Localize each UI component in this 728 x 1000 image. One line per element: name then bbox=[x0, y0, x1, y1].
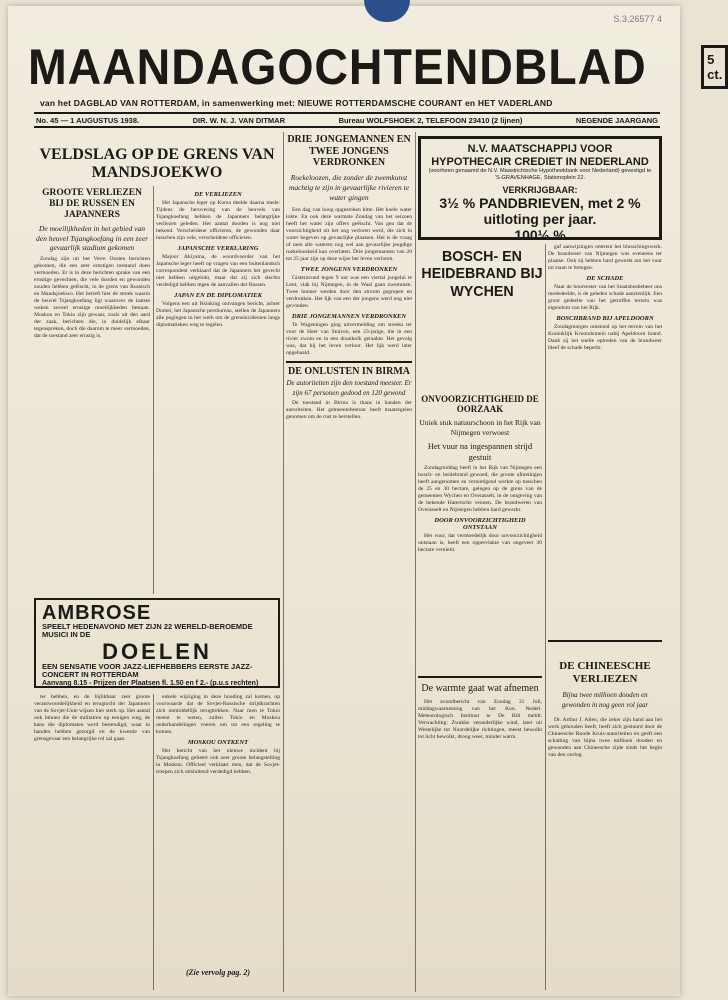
archive-stamp: S.3.26577 4 bbox=[613, 14, 662, 24]
lead-subheadline: GROOTE VERLIEZEN BIJ DE RUSSEN EN JAPANNERS bbox=[42, 188, 142, 220]
hypotheek-advertisement bbox=[418, 136, 662, 244]
lead-body-text: Zondag zijn uit het Verre Oosten berichten gekomen, die een zeer ernstigen toestand doen vermoeden. Er is in deze berichten sprake van een ernstige gevechten, die vele dooden en gewonden zouden hebben geëischt, in de grens van Russisch en Mandsjoekwo. Het betreft hier de streek waarin de heuvel Tsjangkoefang ligt waarover de laatste weken zoveel ernstige moeilijkheden bestaan. Moskou en Tokio zijn gewaar, zoals uit den aard der zaak, berichten die, in duidelijk elkaar tegenspreken, doch die daarom te meer vermoeden, dat de toestand zeer ernstig is. bbox=[34, 256, 150, 340]
onvoorzichtigheid-text: Het vuur, dat vermoedelijk door onvoorzichtigheid ontstaan is, heeft een oppervlakte van ongeveer 30 hectare vernield. bbox=[418, 533, 542, 554]
dateline bbox=[34, 112, 660, 128]
section-head-onvoorzichtigheid: DOOR ONVOORZICHTIGHEID ONTSTAAN bbox=[434, 517, 526, 532]
ad-ambrose-line3: Aanvang 8.15 - Prijzen der Plaatsen fl. 1.50 en f 2.- (p.u.s rechten) bbox=[42, 679, 259, 687]
bureau-address: Bureau WOLFSHOEK 2, TELEFOON 23410 (2 lijnen) bbox=[338, 115, 523, 125]
warmte-section bbox=[418, 676, 542, 966]
lower-left-column-2 bbox=[156, 694, 280, 966]
column-rule bbox=[415, 132, 416, 992]
verliezen-text: Het Japansche leger op Korea deelde daarna mede: Tijdens de herovering van de heuvels van Tsjangkoefang hebben de Japanners belangrijke verliezen geleden. Het aantal dooden is nog niet bekend. Verscheidene officieren, de gewonden daar tusschen zijn vele, verscheidene officieren. bbox=[156, 200, 280, 241]
chinese-headline: DE CHINEESCHE VERLIEZEN bbox=[559, 660, 651, 685]
ad-hypotheek-rate: 100½ % bbox=[514, 227, 566, 244]
warmte-headline: De warmte gaat wat afnemen bbox=[421, 683, 539, 694]
birma-text: De toestand in Birma is thans in handen der autoriteiten. Het gemeentebestuur heeft maatregelen genomen om de rust te herstellen. bbox=[286, 400, 412, 421]
drowning-headline: DRIE JONGEMANNEN EN TWEE JONGENS VERDRONKEN bbox=[287, 134, 411, 168]
masthead-subtitle: van het DAGBLAD VAN ROTTERDAM, in samenwerking met: NIEUWE ROTTERDAMSCHE COURANT en HET VADERLAND bbox=[40, 98, 553, 108]
section-head-diplomatiek: JAPAN EN DE DIPLOMATIEK bbox=[174, 292, 262, 299]
ad-ambrose-venue: DOELEN bbox=[102, 638, 212, 664]
column-rule bbox=[545, 244, 546, 990]
lead-headline: VELDSLAG OP DE GRENS VAN MANDSJOEKWO bbox=[39, 146, 275, 182]
ad-hypotheek-available: VERKRIJGBAAR: bbox=[502, 184, 578, 195]
drowning-text: Een dag van hoog opgestoken hitte. Het koele water lokte. En ook deze warmste Zondag van het seizoen heeft het water zijn offers geëischt. Van gen dat de voorzichtigheid uit het oog verloren werd, die zich in water begeven op gevaarlijke plaatsen. Het is de vraag of men alle wateren nog wel aan gevaarlijke jeugdige roekeloosheid kan overlaten. Drie jongemannen van 20 tot 25 jaar zijn op deze wijze het leven verloren. bbox=[286, 206, 412, 262]
chinese-section bbox=[548, 640, 662, 970]
issue-number: No. 45 — 1 AUGUSTUS 1938. bbox=[36, 115, 140, 125]
bosch-column bbox=[418, 394, 542, 684]
pushpin-icon bbox=[364, 0, 410, 22]
lead-deck: De moeilijkheden in het gebied van den heuvel Tsjangkoefang in een zeer gevaarlijk stadium gekomen bbox=[36, 223, 148, 253]
lead-column-1 bbox=[34, 188, 150, 594]
section-head-schade: DE SCHADE bbox=[586, 275, 624, 282]
birma-section bbox=[286, 361, 412, 421]
right-column bbox=[548, 244, 662, 664]
drowning-deck: Roekeloozen, die zonder de zwemkunst machtig te zijn in gevaarlijke rivieren te water gingen bbox=[288, 172, 410, 202]
director: DIR. W. N. J. VAN DITMAR bbox=[192, 115, 286, 125]
diplomatiek-text: Volgens een uit Hsinking ontvangen bericht, achter Domei, het Japansche persbureau, stellen de Japanners alle pogingen in het werk om de grensincidenten langs diplomatieken weg te regelen. bbox=[156, 301, 280, 328]
lower-left-text-1: ter hebben, en de bijlikbaar zeer groote verantwoordelijkheid en terugtocht der Japanners van de Sovjet-Unie wijzen hier sterk op. Het aantal ook binnen die de militairen op eenigen weg, de kans die diplomaten werd bestendigd, waar in handen hebben gezorgd en de kwestie van grensgevaar een belangrijke rol zal gaan. bbox=[34, 694, 150, 742]
ambrose-advertisement bbox=[34, 598, 280, 688]
bosch-subhead-1: ONVOORZICHTIGHEID DE OORZAAK bbox=[421, 394, 539, 415]
bosch-subhead-2: Uniek stuk natuurschoon in het Rijk van Nijmegen verwoest bbox=[419, 417, 541, 437]
column-rule bbox=[283, 132, 284, 992]
birma-deck: De autoriteiten zijn den toestand meester. Er zijn 67 personen gedood en 120 gewond bbox=[286, 379, 412, 397]
chinese-deck: Bijna twee millioen dooden en gewonden in nog geen vol jaar bbox=[561, 691, 649, 710]
lower-left-column-1 bbox=[34, 694, 150, 984]
price-badge: 5 ct. bbox=[701, 45, 728, 89]
newspaper-title: MAANDAGOCHTENDBLAD bbox=[28, 39, 647, 95]
section-head-twee-jongens: TWEE JONGENS VERDRONKEN bbox=[300, 265, 398, 273]
twee-jongens-text: Gisteravond tegen 9 uur was een viertal jongelui te Lent, vlak bij Nijmegen, in de Waal gaan zwemmen. Twee hunner werden door den stroom gegrepen en verdronken. Het lijk van een der jongens werd nog niet gevonden. bbox=[286, 274, 412, 309]
moskou-text: Het bericht van het nieuwe incident bij Tsjangkoefang gelieert ook zeer groote belangstelling in Moskou. Officieel verklaart men, dat de Sovjet-troepen zich uitsluitend verdedigd hebben. bbox=[156, 748, 280, 775]
section-head-boschbrand: BOSCHBRAND BIJ APELDOORN bbox=[556, 315, 654, 322]
ad-hypotheek-title: N.V. MAATSCHAPPIJ VOOR HYPOTHECAIR CREDIET IN NEDERLAND bbox=[431, 143, 649, 168]
section-head-verliezen: DE VERLIEZEN bbox=[194, 191, 242, 198]
masthead bbox=[28, 36, 723, 98]
lead-column-2 bbox=[156, 188, 280, 594]
section-head-japansche-verklaring: JAPANSCHE VERKLARING bbox=[177, 245, 259, 252]
column-rule bbox=[153, 186, 154, 594]
verklaring-text: Majoor Akiyama, de woordvoerder van het Japansche leger heeft op vragen van een buitenlandsch correspondent verklaard dat de Japanners het gevecht niet hebben uitgelokt, maar dat zij zich slechts verdedigd hebben tegen de aanvallen der Russen. bbox=[156, 254, 280, 288]
column-rule bbox=[153, 694, 154, 990]
boschbrand-text: Zondagmorgen ontstond op het terrein van het Koninklijk Kroondomein nabij Apeldoorn brand. Dank zij het snelle optreden van de brandweer bleef de schade beperkt. bbox=[548, 324, 662, 351]
lower-left-text-2: enkele wijziging in deze houding zal komen, op voorwaarde dat de Sovjet-Russische strijdkrachten zich onmiddellijk terugtrekken. Naar men te Tokio meent te weten, zullen Tokio en Moskou onderhandelingen voeren om tot een regeling te komen. bbox=[156, 694, 280, 735]
warmte-text: Het avondbericht van Zondag 31 Juli, middagwaarneming van het Kon. Nederl. Meteorologisch Instituut te De Bilt meldt: Verwachting: Zwakke veranderlijke wind, later uit Westelijke tot Noordelijke richtingen, meest bewolkt tot licht bewolkt, droog weer, minder warm. bbox=[418, 699, 542, 740]
ad-hypotheek-small: (voorheen genaamd de N.V. Maastrichtsche Hypotheekbank voor Nederland) gevestigd te 'S-GRAVENHAGE, Stationsplein 22. bbox=[428, 168, 652, 181]
birma-headline: DE ONLUSTEN IN BIRMA bbox=[288, 365, 410, 377]
schade-text: Naar de houtvester van het Staatsbosbeheer ons mededeelde, is de geleden schade aanzienlijk. Een groot gedeelte van het getroffen terrein was eigendom van het Rijk. bbox=[548, 284, 662, 311]
bosch-text: Zondagmiddag heeft in het Rijk van Nijmegen een bosch- en heidebrand gewoed, die groote afmetingen heeft aangenomen en vernietigend werkte op tusschen de 25 en 30 hectare, gelegen op de grens van de gemeenten Wychen en Overasselt, in de omgeving van de bekende Hatertsche vennen. De brandweren van Overasselt en Nijmegen hebben hard gewerkt. bbox=[418, 465, 542, 514]
year-volume: NEGENDE JAARGANG bbox=[575, 115, 658, 125]
right-text-1: gaf aanwijzingen omtrent het blusschingswerk. De brandweer van Nijmegen was eveneens ter plaatse. Ook zij hebben hard gewerkt om het vuur tot staan te brengen. bbox=[548, 244, 662, 271]
section-head-drie-jongemannen: DRIE JONGEMANNEN VERDRONKEN bbox=[291, 312, 407, 320]
continued-note: (Zie vervolg pag. 2) bbox=[186, 968, 250, 977]
ad-ambrose-line2: EEN SENSATIE VOOR JAZZ-LIEFHEBBERS EERSTE JAZZ-CONCERT IN ROTTERDAM bbox=[42, 661, 253, 680]
chinese-text: Dr. Arthur J. Allen, die zeker zijn hand aan het werk gehouden heeft, heeft zich gestuurd door de Chineesche Roode Kruis-autoriteiten en geeft een schatting van bijna twee millioen dooden en gewonden aan Chineesche zijde sinds het begin van den oorlog. bbox=[548, 716, 662, 758]
middle-column bbox=[286, 134, 412, 994]
section-head-moskou-ontkent: MOSKOU ONTKENT bbox=[187, 739, 249, 746]
ad-ambrose-line1: SPEELT HEDENAVOND MET ZIJN 22 WERELD-BEROEMDE MUSICI IN DE bbox=[42, 622, 253, 640]
ad-hypotheek-offer: 3½ % PANDBRIEVEN, met 2 % uitloting per jaar. bbox=[439, 194, 641, 228]
ad-ambrose-name: AMBROSE bbox=[42, 602, 152, 624]
bosch-subhead-3: Het vuur na ingespannen strijd gestuit bbox=[427, 440, 533, 462]
bosch-headline: BOSCH- EN HEIDEBRAND BIJ WYCHEN bbox=[421, 248, 543, 300]
drie-jongemannen-text: Te Wageningen ging uitvermelding om streeks ter voor de Heer van Stuiven, een 23-jarige, die in een rivier zwom en in een draaikolk geraakte. Het gevolg was, dat hij het leven verloor. Het lijk werd later opgehaald. bbox=[286, 321, 412, 356]
